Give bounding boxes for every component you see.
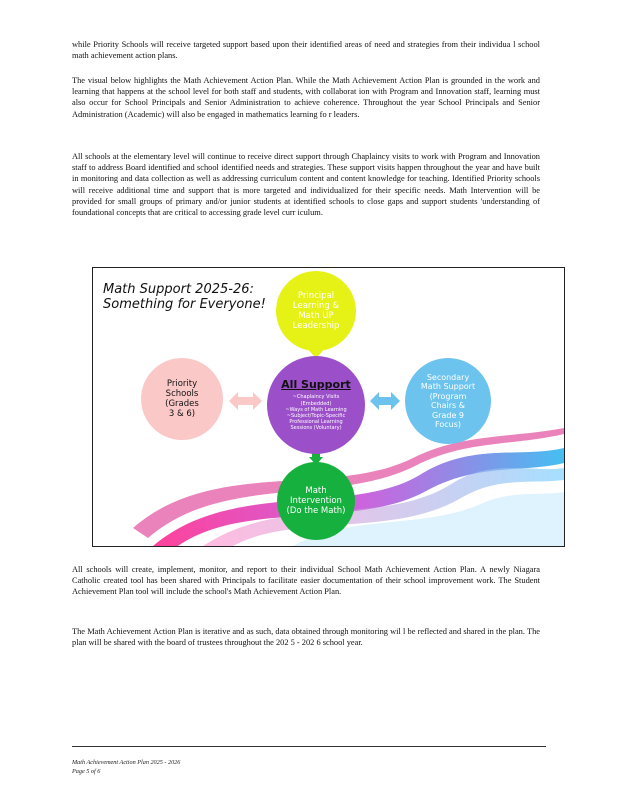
circle-center-bullet4: ~Subject/Topic-Specific xyxy=(286,413,346,419)
circle-math-intervention xyxy=(277,462,355,540)
footer-page-number: Page 5 of 6 xyxy=(72,768,101,775)
paragraph-school-action-plans: All schools will create, implement, monitor, and report to their individual School Math Achievement Action Plan. A newly Niagara Catholic created tool has been shared with Principals to facilitate easier documentation of their school improvement work. The Student Achievement Plan tool will include the school's Math Achievement Action Plan. xyxy=(72,565,540,597)
circle-center-bullet1: ~Chaplaincy Visits xyxy=(292,394,340,401)
paragraph-visual-highlight: The visual below highlights the Math Achievement Action Plan. While the Math Achievement Action Plan is grounded in the work and learning that happens at the school level for both staff and students, with collaborat ion with Program and Innovation staff, learning must also occur for School Principals and Senior Administration to achieve coherence. Throughout the year School Principals and Senior Administration (Academic) will also be engaged in mathematics learning fo r leaders. xyxy=(72,76,540,119)
circle-top-line1: Principal xyxy=(297,291,335,301)
infographic-title xyxy=(103,282,266,312)
circle-right-line5: Grade 9 xyxy=(431,410,465,420)
circle-center-bullet2: (Embedded) xyxy=(300,400,332,407)
circle-all-support xyxy=(267,356,365,454)
circle-principal-learning xyxy=(276,271,356,351)
circle-right-line4: Chairs & xyxy=(430,401,466,410)
arrow-left-to-center xyxy=(229,392,262,410)
footer-divider xyxy=(72,746,546,747)
circle-bottom-line3: (Do the Math) xyxy=(286,506,346,516)
circle-right-line2: Math Support xyxy=(420,382,476,391)
circle-left-line1: Priority xyxy=(166,379,198,389)
circle-center-bullet3: ~Ways of Math Learning xyxy=(285,406,347,413)
arrow-right-to-center xyxy=(370,392,400,410)
paragraph-iterative-plan: The Math Achievement Action Plan is iterative and as such, data obtained through monitoring wil l be reflected and shared in the plan. The plan will be shared with the board of trustees throughout the 202 5 - 202 6 school year. xyxy=(72,627,540,648)
footer-document-title: Math Achievement Action Plan 2025 - 2026 xyxy=(72,759,181,766)
infographic-title-line1: Math Support 2025-26: xyxy=(103,282,254,297)
infographic-title-line2: Something for Everyone! xyxy=(103,297,266,312)
circle-bottom-line2: Intervention xyxy=(290,496,342,506)
circle-center-heading: All Support xyxy=(281,378,351,392)
circle-right-line1: Secondary xyxy=(426,372,470,382)
circle-center-bullet5: Professional Learning xyxy=(289,419,343,426)
circle-left-line3: (Grades xyxy=(165,399,199,409)
circle-top-line3: Math UP xyxy=(298,311,334,321)
circle-right-line6: Focus) xyxy=(435,420,461,429)
circle-bottom-line1: Math xyxy=(305,486,327,496)
circle-left-line4: 3 & 6) xyxy=(168,409,196,419)
circle-secondary-math-support xyxy=(405,358,491,444)
circle-center-bullet6: Sessions (Voluntary) xyxy=(290,425,342,432)
circle-left-line2: Schools xyxy=(165,389,199,399)
circle-right-line3: (Program xyxy=(429,391,467,401)
paragraph-priority-schools: while Priority Schools will receive targeted support based upon their identified areas of need and strategies from their individua l school math achievement action plans. xyxy=(72,40,540,61)
circle-top-line2: Learning & xyxy=(292,301,340,311)
circle-priority-schools xyxy=(141,358,223,440)
paragraph-all-schools-support: All schools at the elementary level will continue to receive direct support through Chaplaincy visits to work with Program and Innovation staff to address Board identified and school identified needs and strategies. These support visits happen throughout the year and have built in monitoring and data collection as well as addressing curriculum content and content knowledge for teaching. Identified Priority schools will receive additional time and support that is more targeted and individualized for their specific needs. Math Intervention will be provided for small groups of primary and/or junior students at identified schools to close gaps and support students 'understanding of foundational concepts that are critical to accessing grade level curr iculum. xyxy=(72,152,540,218)
math-support-infographic xyxy=(92,267,565,547)
circle-center-bullets xyxy=(275,394,356,431)
circle-top-line4: Leadership xyxy=(292,321,340,331)
